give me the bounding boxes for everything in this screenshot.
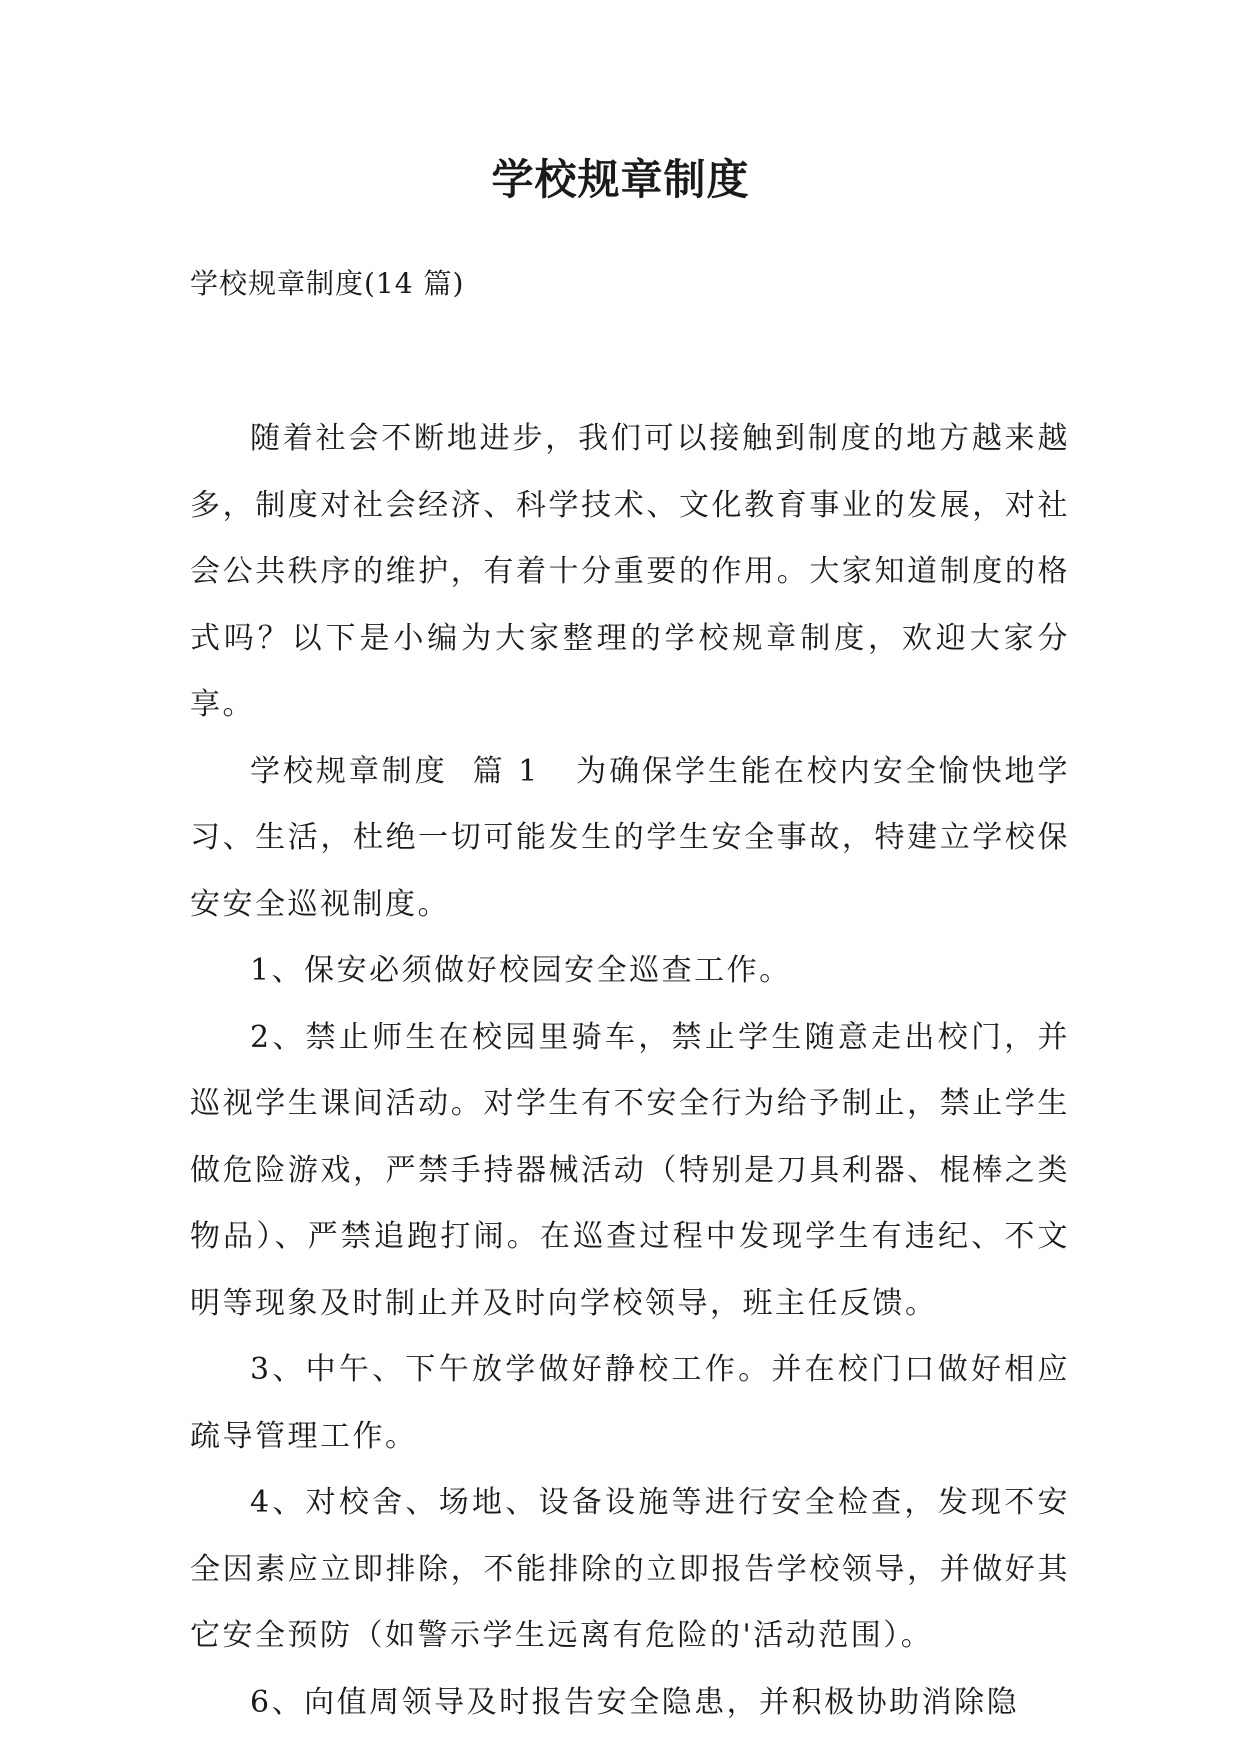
section-1-text: 为确保学生能在校内安全愉快地学习、生活，杜绝一切可能发生的学生安全事故，特建立学校保安安全巡视制度。 (190, 753, 1070, 922)
rule-item-4: 4、对校舍、场地、设备设施等进行安全检查，发现不安全因素应立即排除，不能排除的立即报告学校领导，并做好其它安全预防（如警示学生远离有危险的'活动范围）。 (190, 1485, 1070, 1653)
rule-item-3: 3、中午、下午放学做好静校工作。并在校门口做好相应疏导管理工作。 (190, 1352, 1070, 1454)
rule-item-2: 2、禁止师生在校园里骑车，禁止学生随意走出校门，并巡视学生课间活动。对学生有不安全行为给予制止，禁止学生做危险游戏，严禁手持器械活动（特别是刀具利器、棍棒之类物品）、严禁追跑打闹。在巡查过程中发现学生有违纪、不文明等现象及时制止并及时向学校领导，班主任反馈。 (190, 1019, 1070, 1321)
section-1-paragraph (190, 739, 1070, 939)
document-body (190, 406, 1070, 1736)
intro-paragraph: 随着社会不断地进步，我们可以接触到制度的地方越来越多，制度对社会经济、科学技术、文化教育事业的发展，对社会公共秩序的维护，有着十分重要的作用。大家知道制度的格式吗？以下是小编为大家整理的学校规章制度，欢迎大家分享。 (190, 421, 1070, 722)
document-title: 学校规章制度 (491, 155, 750, 204)
rule-item-1: 1、保安必须做好校园安全巡查工作。 (250, 953, 792, 988)
document-subtitle: 学校规章制度(14 篇) (190, 267, 465, 300)
section-1-heading: 学校规章制度 篇 1 (250, 753, 540, 789)
rule-item-6: 6、向值周领导及时报告安全隐患，并积极协助消除隐 (250, 1684, 1020, 1720)
